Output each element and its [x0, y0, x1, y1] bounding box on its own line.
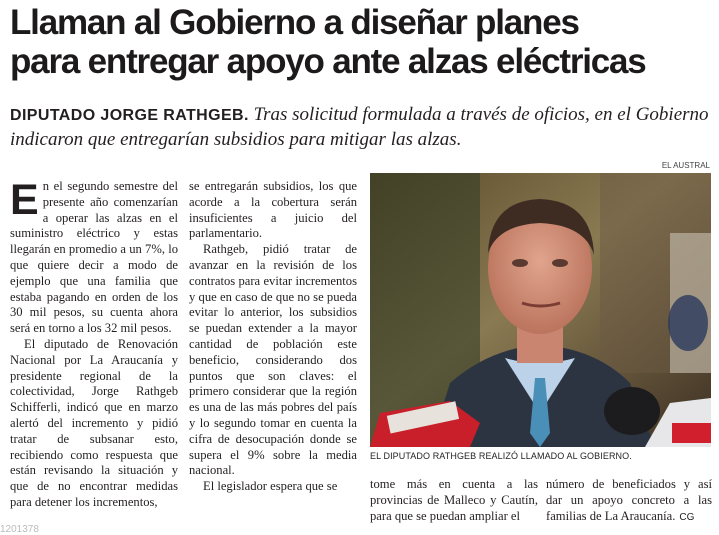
article-column-4 — [546, 477, 712, 525]
drop-cap: E — [10, 179, 39, 224]
paragraph: El diputado de Renovación Nacional por La Araucanía y presidente regional de la colectividad, Jorge Rathgeb Schifferli, indicó que en marzo alertó del incremento y pidió tratar de subsanar esto, recibiendo como respuesta que están revisando la situación y que de no encontrar medidas para detener los incrementos, — [10, 336, 178, 509]
deck — [10, 103, 710, 152]
paragraph — [546, 477, 712, 525]
article-photo — [370, 173, 711, 447]
paragraph: se entregarán subsidios, los que acorde a la cobertura serán insuficientes a juicio del parlamentario. — [189, 179, 357, 241]
paragraph: Rathgeb, pidió tratar de avanzar en la revisión de los contratos para evitar incrementos y que en caso de que no se pueda evitar lo anterior, los subsidios se puedan extender a la mayor cantidad de población este beneficio, considerando dos puntos que son claves: el primero considerar que la región es una de las más pobres del país y lo segundo tomar en cuenta la cifra de desocupación donde se supera el 9% sobre la media nacional. — [189, 242, 357, 478]
paragraph: El legislador espera que se — [203, 479, 338, 494]
deck-lead: Tras solicitud formulada a través de oficios, en el Gobierno indicaron que entregarían subsidios para mitigar las alzas. — [10, 104, 709, 150]
clip-id: 1201378 — [0, 524, 39, 535]
article-column-2 — [189, 179, 357, 529]
paragraph: n el segundo semestre del presente año comenzarían a operar las alzas en el suministro eléctrico y estas llegarán en promedio a un 7%, lo que quiere decir a modo de ejemplo que una familia que estaba pagando en orden de los 30 mil pesos, su cuenta ahora será en torno a los 32 mil pesos. — [10, 179, 178, 336]
paragraph: tome más en cuenta a las provincias de Malleco y Cautín, para que se puedan ampliar el — [370, 477, 538, 523]
paragraph-text: número de beneficiados y así dar un apoyo concreto a las familias de La Araucanía. — [546, 477, 712, 523]
deck-kicker: DIPUTADO JORGE RATHGEB. — [10, 107, 249, 124]
article-column-1 — [10, 179, 178, 529]
photo-credit: EL AUSTRAL — [661, 161, 710, 170]
photo-caption: EL DIPUTADO RATHGEB REALIZÓ LLAMADO AL GOBIERNO. — [370, 451, 632, 461]
headline-line-2: para entregar apoyo ante alzas eléctricas — [10, 42, 646, 81]
headline-line-1: Llaman al Gobierno a diseñar planes — [10, 3, 579, 42]
author-endmark: CG — [679, 511, 695, 523]
headline — [10, 3, 710, 81]
article-column-3 — [370, 477, 538, 524]
